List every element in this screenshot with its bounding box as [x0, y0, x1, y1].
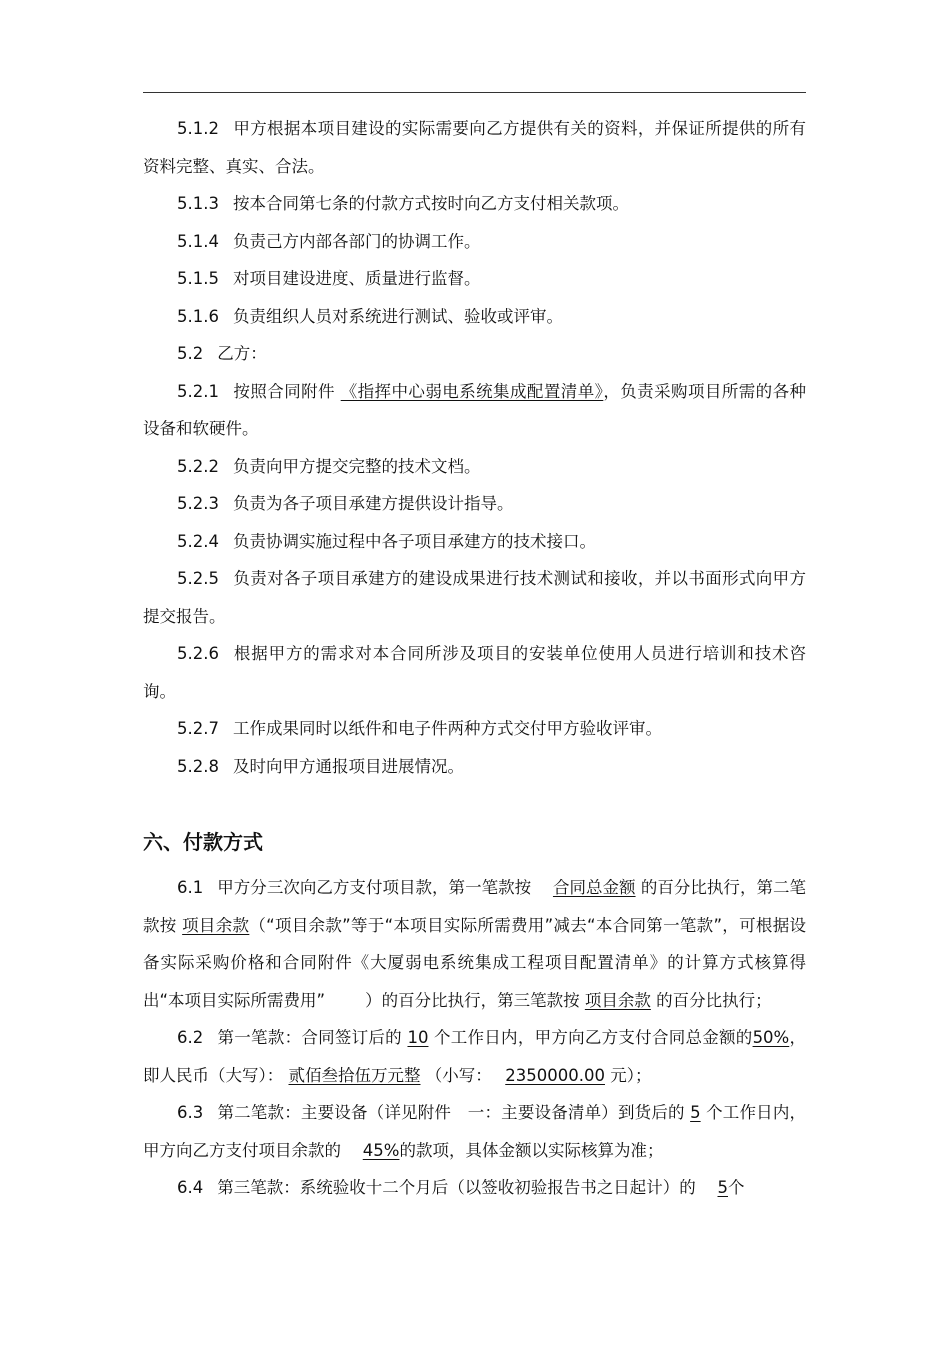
clause-text: 第二笔款：主要设备（详见附件 一：主要设备清单）到货后的 [217, 1103, 685, 1122]
clause-text: 及时向甲方通报项目进展情况。 [232, 756, 464, 776]
clause-number: 5.2.7 [177, 719, 219, 738]
clause-6-1 [143, 869, 806, 1019]
attachment-title: 《指挥中心弱电系统集成配置清单》 [340, 381, 604, 401]
clause-text: 负责向甲方提交完整的技术文档。 [232, 456, 481, 476]
underlined-value: 10 [407, 1028, 429, 1047]
clause-text: 按本合同第七条的付款方式按时向乙方支付相关款项。 [232, 194, 629, 213]
clause-5-1-3 [143, 185, 806, 223]
clause-number: 6.3 [177, 1103, 204, 1122]
clause-5-2-7 [143, 710, 806, 748]
underlined-value: 5 [717, 1178, 728, 1197]
clause-text: 第一笔款：合同签订后的 [217, 1028, 402, 1047]
section-heading-payment: 六、付款方式 [143, 830, 263, 854]
document-body [143, 110, 806, 1207]
header-rule [143, 92, 806, 93]
clause-text: 负责己方内部各部门的协调工作。 [232, 231, 481, 251]
clause-number: 5.2.3 [177, 494, 219, 513]
underlined-value: 50% [752, 1028, 790, 1047]
clause-number: 5.2 [177, 344, 204, 363]
clause-number: 5.2.5 [177, 569, 219, 588]
underlined-term: 合同总金额 [552, 878, 636, 897]
clause-5-2-8 [143, 748, 806, 786]
underlined-value: 贰佰叁拾伍万元整 [288, 1065, 421, 1085]
clause-number: 5.1.5 [177, 269, 219, 288]
clause-text: 个工作日内，甲方向乙方支付项目余款的 [143, 1103, 806, 1160]
underlined-term: 项目余款 [584, 990, 651, 1010]
clause-number: 5.1.2 [177, 119, 219, 138]
clause-number: 5.1.3 [177, 194, 219, 213]
clause-text: 乙方： [217, 344, 267, 363]
clause-6-3 [143, 1094, 806, 1169]
clause-number: 5.2.2 [177, 456, 219, 476]
clause-text: 的款项，具体金额以实际核算为准； [399, 1140, 664, 1160]
clause-text: 的百分比执行，第二笔款按 [143, 878, 807, 935]
clause-5-1-4 [143, 223, 806, 261]
clause-5-2-3 [143, 485, 806, 523]
underlined-value: 45% [362, 1140, 400, 1160]
clause-5-1-2 [143, 110, 806, 185]
clause-text: 个工作日内，甲方向乙方支付合同总金额的 [433, 1028, 753, 1047]
underlined-value: 5 [690, 1103, 701, 1122]
clause-text: 元）； [610, 1065, 652, 1085]
clause-number: 5.1.6 [177, 306, 219, 326]
clause-text: 对项目建设进度、质量进行监督。 [232, 269, 481, 288]
clause-6-4 [143, 1169, 806, 1207]
clause-text: 第三笔款：系统验收十二个月后（以签收初验报告书之日起计）的 [217, 1178, 696, 1197]
clause-6-2 [143, 1019, 806, 1094]
clause-text: （小写： [425, 1065, 484, 1085]
clause-5-2-6 [143, 635, 806, 710]
clause-text: ，负责采购项目所需的各种设备和软硬件。 [143, 381, 807, 438]
clause-number: 6.4 [177, 1178, 204, 1197]
clause-5-2-4 [143, 523, 806, 561]
clause-number: 5.2.4 [177, 531, 219, 551]
clause-text: 根据甲方的需求对本合同所涉及项目的安装单位使用人员进行培训和技术咨询。 [143, 644, 806, 701]
underlined-value: 2350000.00 [505, 1065, 605, 1085]
clause-number: 5.2.8 [177, 756, 219, 776]
clause-text: （“项目余款”等于“本项目实际所需费用”减去“本合同第一笔款”，可根据设备实际采购价格和合同附件《大厦弱电系统集成工程项目配置清单》的计算方式核算得出“本项目实际所需费用” [143, 915, 806, 1010]
clause-text: 甲方根据本项目建设的实际需要向乙方提供有关的资料，并保证所提供的所有资料完整、真实、合法。 [143, 119, 806, 176]
clause-number: 5.1.4 [177, 231, 219, 251]
clause-text: 甲方分三次向乙方支付项目款，第一笔款按 [217, 878, 532, 897]
clause-text: 负责组织人员对系统进行测试、验收或评审。 [232, 306, 563, 326]
clause-text: 负责协调实施过程中各子项目承建方的技术接口。 [232, 531, 596, 551]
clause-5-2 [143, 335, 806, 373]
clause-number: 6.1 [177, 878, 204, 897]
underlined-term: 项目余款 [182, 915, 250, 935]
clause-text: ）的百分比执行，第三笔款按 [365, 990, 580, 1010]
clause-5-2-5 [143, 560, 806, 635]
clause-number: 5.2.6 [177, 644, 219, 663]
clause-5-2-1 [143, 373, 806, 448]
clause-text: 负责对各子项目承建方的建设成果进行技术测试和接收，并以书面形式向甲方提交报告。 [143, 569, 806, 626]
clause-text: 个 [728, 1178, 745, 1197]
clause-text: 的百分比执行； [656, 990, 772, 1010]
clause-number: 6.2 [177, 1028, 204, 1047]
clause-text: ，即人民币（大写）： [143, 1028, 807, 1085]
clause-5-2-2 [143, 448, 806, 486]
clause-text: 负责为各子项目承建方提供设计指导。 [232, 494, 514, 513]
clause-text: 工作成果同时以纸件和电子件两种方式交付甲方验收评审。 [232, 719, 662, 738]
clause-5-1-5 [143, 260, 806, 298]
clause-number: 5.2.1 [177, 381, 219, 401]
clause-text: 按照合同附件 [232, 381, 335, 401]
clause-5-1-6 [143, 298, 806, 336]
